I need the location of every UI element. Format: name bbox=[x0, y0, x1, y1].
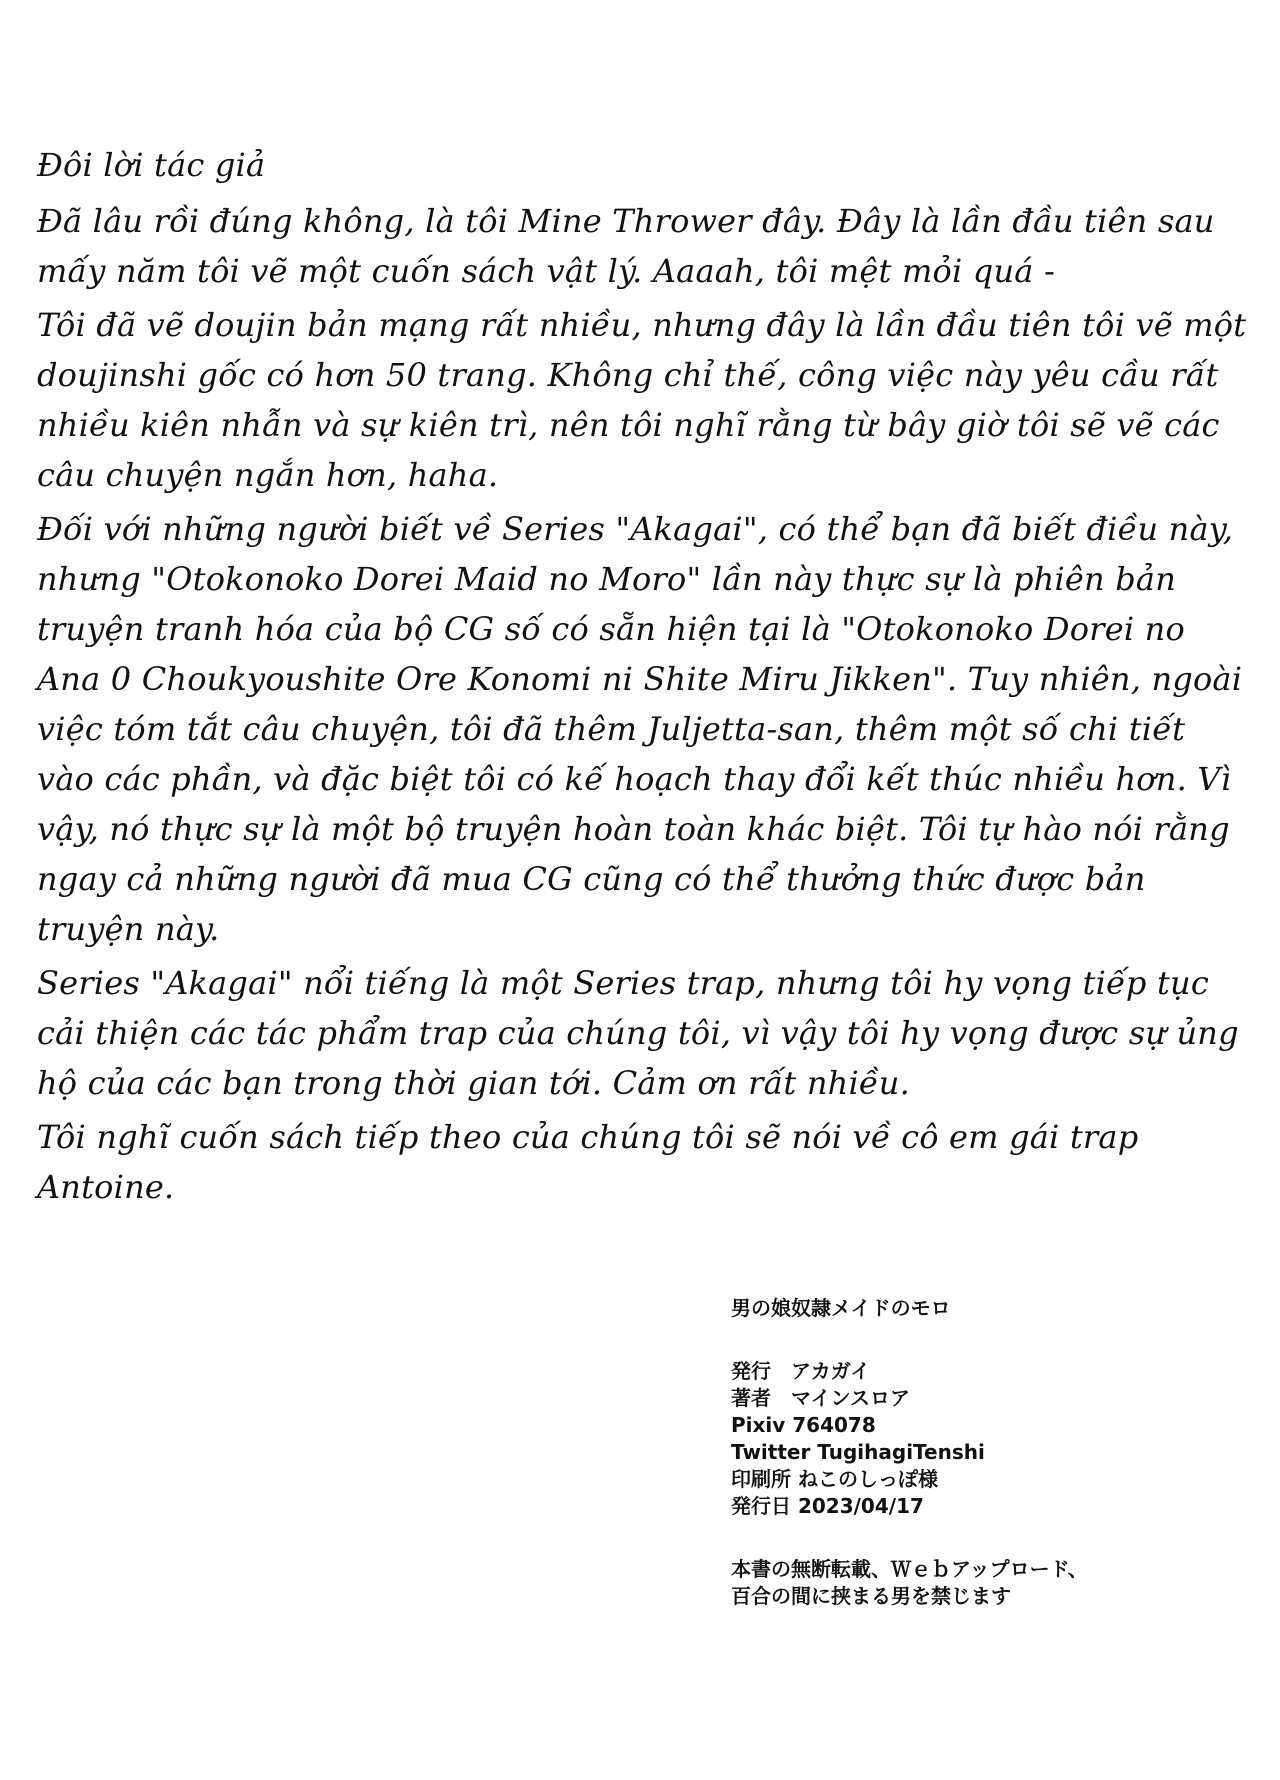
book-title: 男の娘奴隷メイドのモロ bbox=[731, 1296, 951, 1320]
afterword-paragraph: Series "Akagai" nổi tiếng là một Series trap, nhưng tôi hy vọng tiếp tục cải thiện các tác phẩm trap của chúng tôi, vì vậy tôi hy vọng được sự ủng hộ của các bạn trong thời gian tới. Cảm ơn rất nhiều. bbox=[37, 964, 1239, 1102]
afterword-heading: Đôi lời tác giả bbox=[37, 146, 266, 184]
colophon bbox=[731, 1295, 1231, 1610]
afterword-section bbox=[37, 140, 1252, 1216]
copyright-notice bbox=[731, 1556, 1231, 1610]
author-line: 著者 マインスロア bbox=[731, 1386, 910, 1410]
pixiv-line: Pixiv 764078 bbox=[731, 1413, 876, 1437]
notice-line: 本書の無断転載、Ｗｅｂアップロード、 bbox=[731, 1557, 1088, 1581]
publisher-line: 発行 アカガイ bbox=[731, 1359, 871, 1383]
printer-line: 印刷所 ねこのしっぽ様 bbox=[731, 1467, 938, 1491]
afterword-paragraph: Tôi nghĩ cuốn sách tiếp theo của chúng tôi sẽ nói về cô em gái trap Antoine. bbox=[37, 1118, 1139, 1206]
notice-line: 百合の間に挟まる男を禁じます bbox=[731, 1584, 1011, 1608]
afterword-paragraph: Tôi đã vẽ doujin bản mạng rất nhiều, nhưng đây là lần đầu tiên tôi vẽ một doujinshi gốc có hơn 50 trang. Không chỉ thế, công việc này yêu cầu rất nhiều kiên nhẫn và sự kiên trì, nên tôi nghĩ rằng từ bây giờ tôi sẽ vẽ các câu chuyện ngắn hơn, haha. bbox=[37, 306, 1247, 494]
afterword-paragraph: Đã lâu rồi đúng không, là tôi Mine Thrower đây. Đây là lần đầu tiên sau mấy năm tôi vẽ một cuốn sách vật lý. Aaaah, tôi mệt mỏi quá - bbox=[37, 202, 1215, 290]
twitter-line: Twitter TugihagiTenshi bbox=[731, 1440, 985, 1464]
publish-date-line: 発行日 2023/04/17 bbox=[731, 1494, 924, 1518]
afterword-paragraph: Đối với những người biết về Series "Akagai", có thể bạn đã biết điều này, nhưng "Otokonoko Dorei Maid no Moro" lần này thực sự là phiên bản truyện tranh hóa của bộ CG số có sẵn hiện tại là "Otokonoko Dorei no Ana 0 Choukyoushite Ore Konomi ni Shite Miru Jikken". Tuy nhiên, ngoài việc tóm tắt câu chuyện, tôi đã thêm Juljetta-san, thêm một số chi tiết vào các phần, và đặc biệt tôi có kế hoạch thay đổi kết thúc nhiều hơn. Vì vậy, nó thực sự là một bộ truyện hoàn toàn khác biệt. Tôi tự hào nói rằng ngay cả những người đã mua CG cũng có thể thưởng thức được bản truyện này. bbox=[37, 510, 1243, 948]
